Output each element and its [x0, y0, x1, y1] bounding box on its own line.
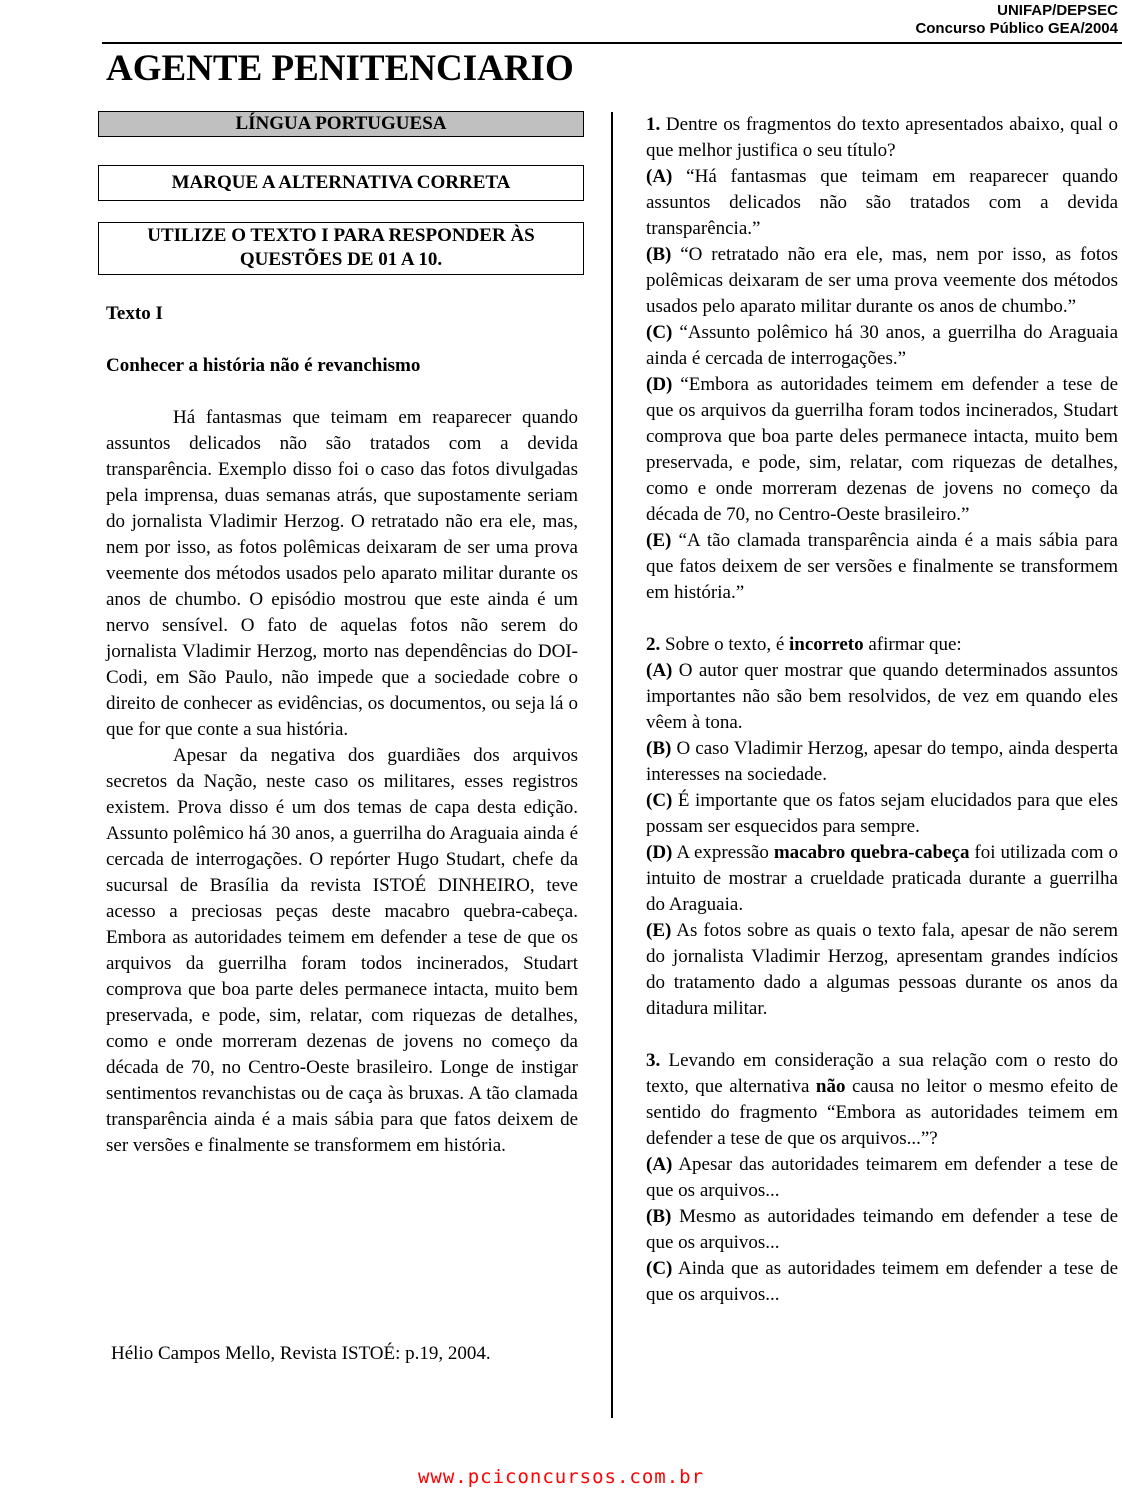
option-text: O caso Vladimir Herzog, apesar do tempo, ainda desperta interesses na sociedade. [646, 738, 1119, 785]
option-label: (D) [646, 374, 673, 395]
question-2 [646, 632, 1118, 658]
spacer [646, 1022, 1118, 1048]
option [646, 1256, 1118, 1308]
question-number: 1. [646, 114, 661, 135]
option-label: (A) [646, 166, 673, 187]
option-text: Apesar das autoridades teimarem em defender a tese de que os arquivos... [646, 1154, 1119, 1201]
option-label: (B) [646, 738, 672, 759]
option [646, 1152, 1118, 1204]
question-number: 2. [646, 634, 661, 655]
option-text: “Há fantasmas que teimam em reaparecer quando assuntos delicados não são tratados com a devida transparência.” [646, 166, 1119, 239]
option [646, 736, 1118, 788]
question-1 [646, 112, 1118, 164]
option-label: (C) [646, 322, 673, 343]
exam-header: Concurso Público GEA/2004 [915, 20, 1118, 37]
text-body [106, 405, 578, 1159]
spacer [646, 606, 1118, 632]
option [646, 320, 1118, 372]
question-emphasis: incorreto [789, 634, 864, 655]
option-text: “Assunto polêmico há 30 anos, a guerrilha do Araguaia ainda é cercada de interrogações.” [646, 322, 1118, 369]
option-text: O autor quer mostrar que quando determinados assuntos importantes não são bem resolvidos, de vez em quando eles vêem à tona. [646, 660, 1118, 733]
text-instruction-box: UTILIZE O TEXTO I PARA RESPONDER ÀS QUESTÕES DE 01 A 10. [98, 222, 584, 275]
option-label: (C) [646, 790, 673, 811]
option-label: (B) [646, 1206, 672, 1227]
question-stem: Levando em consideração a sua relação com o resto do texto, que alternativa [646, 1050, 1119, 1097]
question-number: 3. [646, 1050, 661, 1071]
text-paragraph: Apesar da negativa dos guardiães dos arquivos secretos da Nação, neste caso os militares, esses registros existem. Prova disso é um dos temas de capa desta edição. Assunto polêmico há 30 anos, a guerrilha do Araguaia ainda é cercada de interrogações. O repórter Hugo Studart, chefe da sucursal de Brasília da revista ISTOÉ DINHEIRO, teve acesso a preciosas peças deste macabro quebra-cabeça. Embora as autoridades teimem em defender a tese de que os arquivos da guerrilha foram todos incinerados, Studart comprova que boa parte deles permanece intacta, muito bem preservada, e pode, sim, relatar, com riquezas de detalhes, como e onde morreram dezenas de jovens no começo da década de 70, no Centro-Oeste brasileiro. Longe de instigar sentimentos revanchistas ou de caça às bruxas. A tão clamada transparência ainda é a mais sábia para que fatos deixem de ser versões e finalmente se transformem em história. [106, 745, 578, 1156]
option [646, 242, 1118, 320]
question-stem: Dentre os fragmentos do texto apresentados abaixo, qual o que melhor justifica o seu título? [646, 114, 1118, 161]
subject-box: LÍNGUA PORTUGUESA [98, 111, 584, 137]
page-title: AGENTE PENITENCIARIO [106, 48, 574, 89]
institution-header: UNIFAP/DEPSEC [997, 2, 1118, 19]
option-label: (E) [646, 530, 672, 551]
question-3 [646, 1048, 1118, 1152]
option-text: “O retratado não era ele, mas, nem por isso, as fotos polêmicas deixaram de ser uma prova veemente dos métodos usados pelo aparato militar durante os anos de chumbo.” [646, 244, 1118, 317]
option-text: A expressão [676, 842, 774, 863]
option-text: É importante que os fatos sejam elucidados para que eles possam ser esquecidos para sempre. [646, 790, 1118, 837]
option-label: (B) [646, 244, 672, 265]
option [646, 1204, 1118, 1256]
text-label: Texto I [106, 303, 163, 324]
option [646, 918, 1118, 1022]
option-text: Mesmo as autoridades teimando em defender a tese de que os arquivos... [646, 1206, 1118, 1253]
option [646, 164, 1118, 242]
option-text: “A tão clamada transparência ainda é a mais sábia para que fatos deixem de ser versões e finalmente se transformem em história.” [646, 530, 1118, 603]
question-emphasis: não [815, 1076, 846, 1097]
question-stem-end: afirmar que: [863, 634, 962, 655]
option-text: “Embora as autoridades teimem em defender a tese de que os arquivos da guerrilha foram todos incinerados, Studart comprova que boa parte deles permanece intacta, muito bem preservada, e pode, sim, relatar, com riquezas de detalhes, como e onde morreram dezenas de jovens no começo da década de 70, no Centro-Oeste brasileiro.” [646, 374, 1118, 525]
option [646, 658, 1118, 736]
question-stem-end: causa no leitor o mesmo efeito de sentido do fragmento “Embora as autoridades teimem em defender a tese de que os arquivos...”? [646, 1076, 1119, 1149]
header-rule [102, 42, 1122, 44]
option [646, 840, 1118, 918]
question-stem: Sobre o texto, é [665, 634, 790, 655]
option-text: As fotos sobre as quais o texto fala, apesar de não serem do jornalista Vladimir Herzog, apresentam grandes indícios do tratamento dado a algumas pessoas durante os anos da ditadura militar. [646, 920, 1119, 1019]
footer-url[interactable]: www.pciconcursos.com.br [417, 1466, 705, 1488]
option [646, 372, 1118, 528]
column-divider [611, 112, 613, 1418]
option-label: (C) [646, 1258, 673, 1279]
option-label: (D) [646, 842, 673, 863]
questions-column [646, 112, 1118, 1308]
option-label: (A) [646, 660, 673, 681]
text-paragraph: Há fantasmas que teimam em reaparecer quando assuntos delicados não são tratados com a devida transparência. Exemplo disso foi o caso das fotos divulgadas pela imprensa, duas semanas atrás, que supostamente seriam do jornalista Vladimir Herzog. O retratado não era ele, mas, nem por isso, as fotos polêmicas deixaram de ser uma prova veemente dos métodos usados pelo aparato militar durante os anos de chumbo. O episódio mostrou que este ainda é um nervo sensível. O fato de aquelas fotos não serem do jornalista Vladimir Herzog, morto nas dependências do DOI-Codi, em São Paulo, não impede que a sociedade cobre o direito de conhecer as evidências, os documentos, ou seja lá o que for que conte a sua história. [106, 407, 578, 740]
option-label: (A) [646, 1154, 673, 1175]
option-emphasis: macabro quebra-cabeça [773, 842, 970, 863]
text-title: Conhecer a história não é revanchismo [106, 355, 421, 376]
text-source: Hélio Campos Mello, Revista ISTOÉ: p.19, 2004. [111, 1343, 491, 1364]
option [646, 528, 1118, 606]
option-text: Ainda que as autoridades teimem em defender a tese de que os arquivos... [646, 1258, 1119, 1305]
option-label: (E) [646, 920, 672, 941]
option [646, 788, 1118, 840]
option-text-end: foi utilizada com o intuito de mostrar a crueldade praticada durante a guerrilha do Araguaia. [646, 842, 1119, 915]
instruction-box: MARQUE A ALTERNATIVA CORRETA [98, 165, 584, 201]
